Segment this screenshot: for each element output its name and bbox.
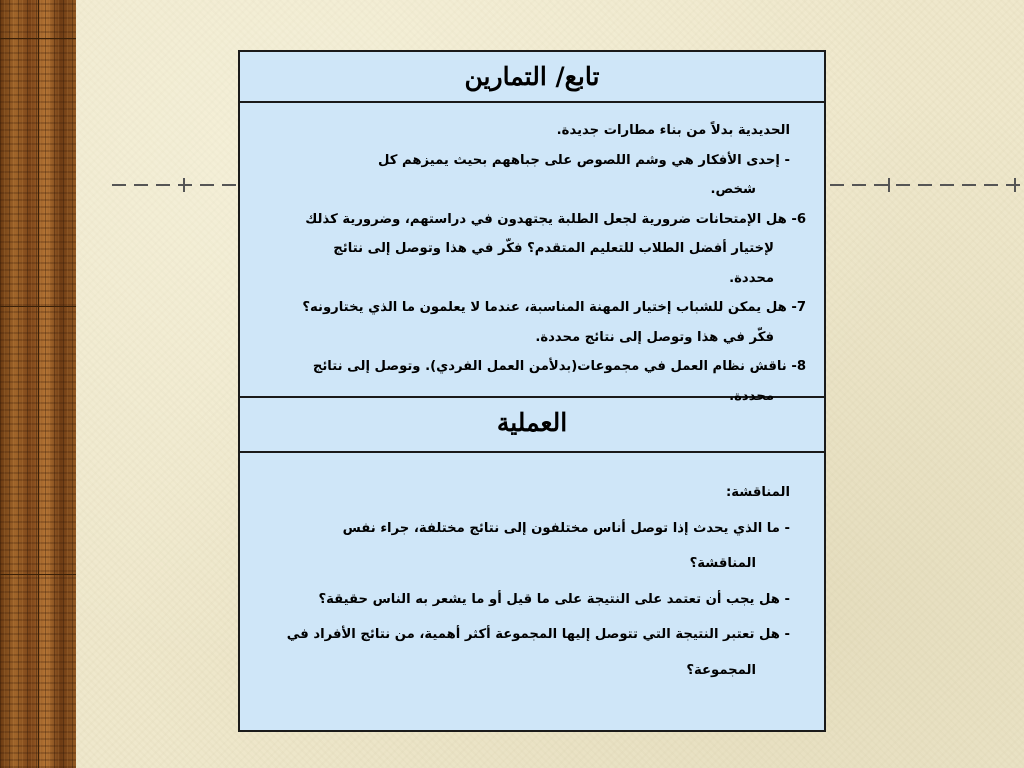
process-body-cell [240,453,824,730]
exercise-table [238,50,826,732]
process-heading: العملية [496,408,568,437]
wood-divider-line [0,574,76,575]
exercise-line: 8- ناقش نظام العمل في مجموعات(بدلأمن العمل الفردي). وتوصل إلى نتائج [312,359,806,374]
discussion-line: المناقشة؟ [689,556,756,571]
wood-divider-line [38,0,39,768]
dashed-divider-left [112,184,236,186]
cross-mark-right-1 [888,178,890,192]
wood-border-strip [0,0,76,768]
process-heading-cell [240,398,824,453]
wood-divider-line [0,306,76,307]
exercise-line: فكّر في هذا وتوصل إلى نتائج محددة. [535,329,774,345]
exercise-line: - إحدى الأفكار هي وشم اللصوص على جباههم بحيث يميزهم كل [377,152,790,168]
exercises-body-cell [240,103,824,404]
dashed-divider-right [830,184,1024,186]
exercise-line: محددة. [729,270,774,286]
discussion-line: المناقشة: [726,485,790,500]
exercise-line: 6- هل الإمتحانات ضرورية لجعل الطلبة يجتهدون في دراستهم، وضرورية كذلك [305,211,806,227]
exercises-heading: تابع/ التمارين [464,62,600,91]
cross-mark-right-2 [1014,178,1016,192]
discussion-line: المجموعة؟ [686,662,756,678]
discussion-line: - هل تعتبر النتيجة التي تتوصل إليها المجموعة أكثر أهمية، من نتائج الأفراد في [286,627,790,642]
discussion-line: - هل يجب أن تعتمد على النتيجة على ما قيل أو ما يشعر به الناس حقيقة؟ [318,591,790,607]
discussion-line: - ما الذي يحدث إذا توصل أناس مختلفون إلى نتائج مختلفة، جراء نفس [342,520,790,536]
exercise-line: شخص. [710,182,756,197]
wood-divider-line [0,38,76,39]
exercises-heading-cell [240,52,824,103]
exercise-line: الحديدية بدلاً من بناء مطارات جديدة. [556,123,790,138]
exercise-line: لإختيار أفضل الطلاب للتعليم المتقدم؟ فكّر في هذا وتوصل إلى نتائج [333,241,774,256]
exercise-line: محددة. [729,388,774,404]
cross-mark-left [183,178,185,192]
exercise-line: 7- هل يمكن للشباب إختيار المهنة المناسبة، عندما لا يعلمون ما الذي يختارونه؟ [302,300,806,315]
